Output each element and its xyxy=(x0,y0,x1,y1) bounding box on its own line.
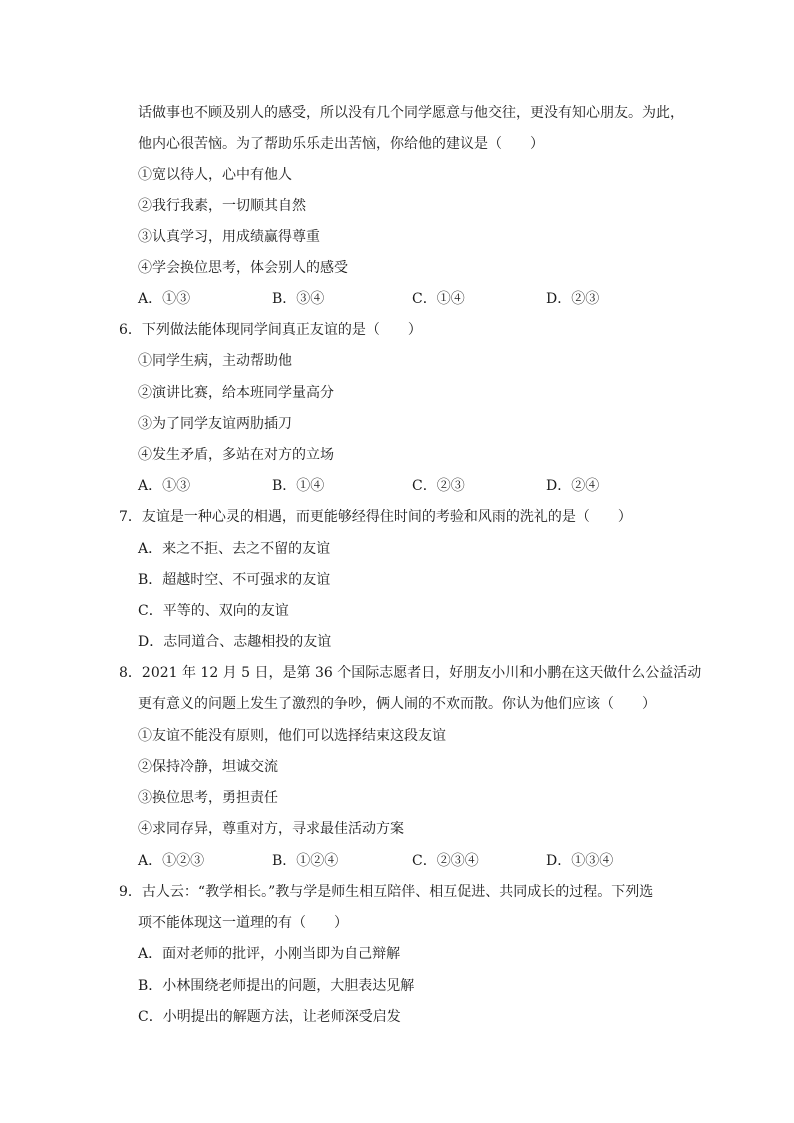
q5-stem-line2: 他内心很苦恼。为了帮助乐乐走出苦恼，你给他的建议是（ ） xyxy=(138,136,544,152)
q9-choice-a[interactable]: A．面对老师的批评，小刚当即为自己辩解 xyxy=(138,946,401,962)
q8-item-3: ③换位思考，勇担责任 xyxy=(138,790,278,806)
q6-item-2: ②演讲比赛，给本班同学量高分 xyxy=(138,385,334,401)
q8-option-b[interactable]: B．①②④ xyxy=(272,853,339,869)
q6-option-a[interactable]: A．①③ xyxy=(138,478,191,494)
q6-item-4: ④发生矛盾，多站在对方的立场 xyxy=(138,447,334,463)
q8-option-a[interactable]: A．①②③ xyxy=(138,853,205,869)
q6-stem: 6．下列做法能体现同学间真正友谊的是（ ） xyxy=(119,322,422,338)
q9-choice-b[interactable]: B．小林围绕老师提出的问题，大胆表达见解 xyxy=(138,978,415,994)
q9-stem-line2: 项不能体现这一道理的有（ ） xyxy=(138,915,348,931)
q8-item-2: ②保持冷静，坦诚交流 xyxy=(138,759,278,775)
q8-stem-line2: 更有意义的问题上发生了激烈的争吵，俩人闹的不欢而散。你认为他们应该（ ） xyxy=(138,696,656,712)
q8-item-4: ④求同存异，尊重对方，寻求最佳活动方案 xyxy=(138,821,404,837)
q8-stem-line1: 8．2021 年 12 月 5 日，是第 36 个国际志愿者日，好朋友小川和小鹏在这天做什么公益活动 xyxy=(119,665,702,681)
q6-item-3: ③为了同学友谊两肋插刀 xyxy=(138,416,292,432)
q7-choice-d[interactable]: D．志同道合、志趣相投的友谊 xyxy=(138,634,332,650)
q7-choice-c[interactable]: C．平等的、双向的友谊 xyxy=(138,603,289,619)
q5-option-b[interactable]: B．③④ xyxy=(272,291,325,307)
q5-option-d[interactable]: D．②③ xyxy=(546,291,600,307)
q8-option-c[interactable]: C．②③④ xyxy=(412,853,479,869)
q7-choice-b[interactable]: B．超越时空、不可强求的友谊 xyxy=(138,572,331,588)
q5-item-4: ④学会换位思考，体会别人的感受 xyxy=(138,260,348,276)
q5-stem-line1: 话做事也不顾及别人的感受，所以没有几个同学愿意与他交往，更没有知心朋友。为此， xyxy=(138,105,684,121)
q5-item-3: ③认真学习，用成绩赢得尊重 xyxy=(138,229,320,245)
q9-choice-c[interactable]: C．小明提出的解题方法，让老师深受启发 xyxy=(138,1009,401,1025)
q8-option-d[interactable]: D．①③④ xyxy=(546,853,614,869)
q5-item-1: ①宽以待人，心中有他人 xyxy=(138,167,292,183)
q6-option-d[interactable]: D．②④ xyxy=(546,478,600,494)
q5-item-2: ②我行我素，一切顺其自然 xyxy=(138,198,306,214)
q6-option-b[interactable]: B．①④ xyxy=(272,478,325,494)
q5-option-a[interactable]: A．①③ xyxy=(138,291,191,307)
q7-stem: 7．友谊是一种心灵的相遇，而更能够经得住时间的考验和风雨的洗礼的是（ ） xyxy=(119,509,632,525)
q5-option-c[interactable]: C．①④ xyxy=(412,291,465,307)
q9-stem-line1: 9．古人云：“教学相长。”教与学是师生相互陪伴、相互促进、共同成长的过程。下列选 xyxy=(119,884,654,900)
q7-choice-a[interactable]: A．来之不拒、去之不留的友谊 xyxy=(138,541,331,557)
q6-item-1: ①同学生病，主动帮助他 xyxy=(138,353,292,369)
q6-option-c[interactable]: C．②③ xyxy=(412,478,465,494)
q8-item-1: ①友谊不能没有原则，他们可以选择结束这段友谊 xyxy=(138,728,446,744)
